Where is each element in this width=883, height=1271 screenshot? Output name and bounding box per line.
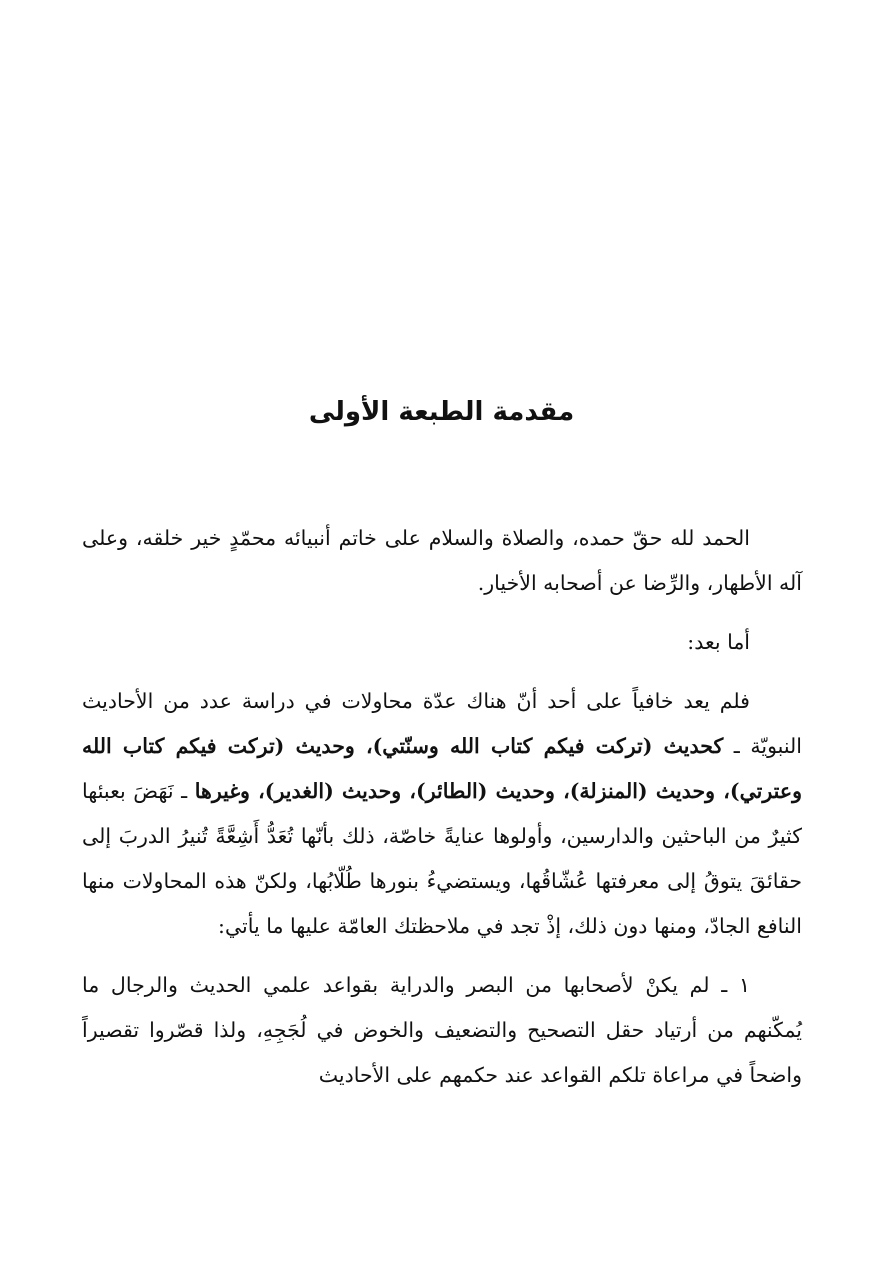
hadith-list-bold: كحديث (تركت فيكم كتاب الله وسنّتي)، وحديث (تركت فيكم كتاب الله وعترتي)، وحديث (المنزلة)، وحديث (الطائر)، وحديث (الغدير)، وغيرها [82, 734, 802, 803]
body-text [82, 516, 802, 1098]
page-title: مقدمة الطبعة الأولى [308, 397, 575, 427]
paragraph-main-part-1: فلم يعد خافياً على أحد أنّ هناك عدّة محاولات في دراسة عدد من الأحاديث النبويّة ـ [82, 689, 802, 758]
paragraph-amma-baad: أما بعد: [687, 630, 750, 654]
paragraph-opening: الحمد لله حقّ حمده، والصلاة والسلام على خاتم أنبيائه محمّدٍ خير خلقه، وعلى آله الأطهار، والرِّضا عن أصحابه الأخيار. [82, 526, 802, 595]
paragraph-main-part-2: ـ نَهَضَ بعبئها كثيرٌ من الباحثين والدارسين، وأولوها عنايةً خاصّة، ذلك بأنّها تُعَدُّ أَشِعَّةً تُنيرُ الدربَ إلى حقائقَ يتوقُ إلى معرفتها عُشّاقُها، ويستضيءُ بنورها طُلّابُها، ولكنّ هذه المحاولات منها النافع الجادّ، ومنها دون ذلك، إذْ تجد في ملاحظتك العامّة عليها ما يأتي: [82, 779, 802, 938]
paragraph-main [82, 679, 802, 949]
numbered-point-1: ١ ـ لم يكنْ لأصحابها من البصر والدراية بقواعد علمي الحديث والرجال ما يُمكّنهم من أرتياد حقل التصحيح والتضعيف والخوض في لُجَجِهِ، ولذا قصّروا تقصيراً واضحاً في مراعاة تلكم القواعد عند حكمهم على الأحاديث [82, 973, 802, 1087]
